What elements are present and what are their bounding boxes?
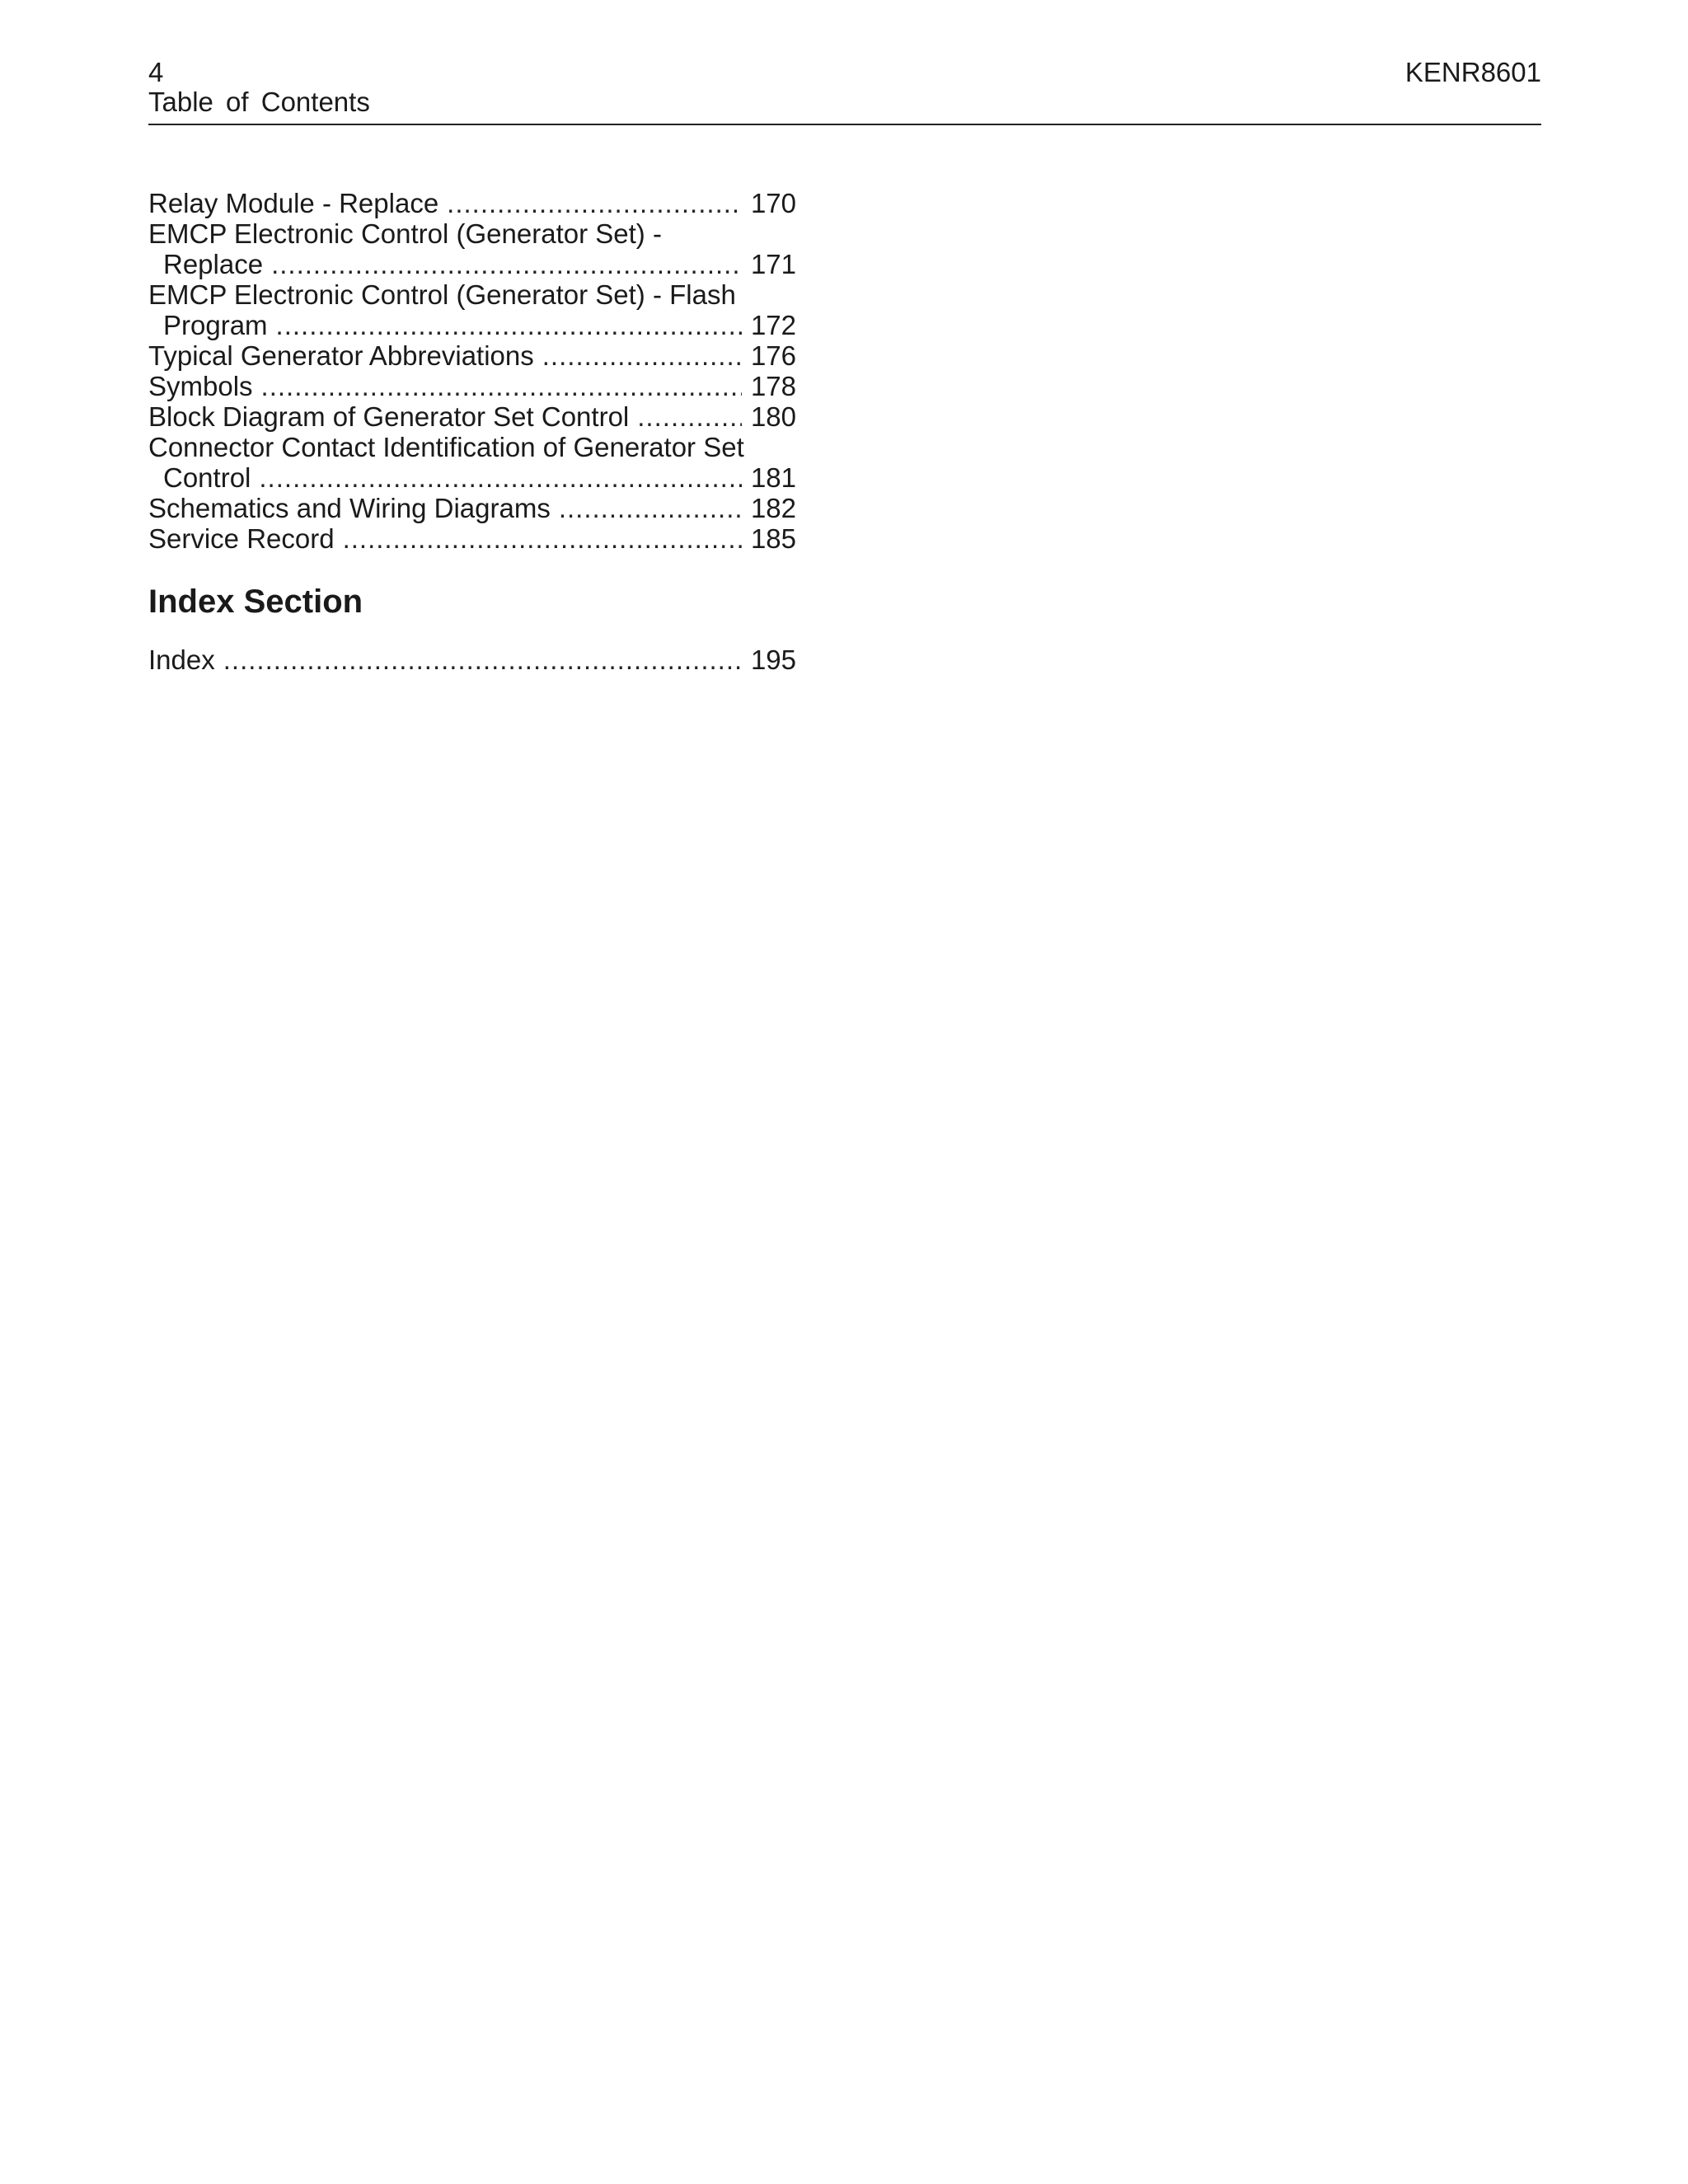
dot-leader	[276, 310, 742, 340]
toc-entry[interactable]	[148, 340, 796, 371]
toc-page-number: 180	[750, 401, 796, 432]
dot-leader	[261, 371, 742, 401]
toc-entry-title: Block Diagram of Generator Set Control	[148, 401, 630, 432]
toc-page-number: 171	[750, 249, 796, 279]
toc-page-number: 182	[750, 493, 796, 523]
toc-entry-title: EMCP Electronic Control (Generator Set) -	[148, 218, 662, 249]
toc-entry[interactable]	[148, 279, 796, 340]
toc-entry[interactable]	[148, 218, 796, 279]
toc-page-number: 185	[750, 523, 796, 554]
document-id: KENR8601	[1404, 57, 1541, 87]
dot-leader	[559, 493, 742, 523]
section-title: Table of Contents	[148, 87, 370, 117]
page-header	[148, 51, 1541, 125]
toc-entry-title-continued: Replace	[163, 249, 264, 279]
toc-entry-title: Symbols	[148, 371, 253, 401]
page-number: 4	[148, 57, 164, 87]
toc-page-number: 170	[750, 188, 796, 218]
toc-entry-title: Typical Generator Abbreviations	[148, 340, 534, 371]
toc-entry[interactable]	[148, 432, 796, 493]
toc-entry[interactable]	[148, 523, 796, 554]
toc-entry-title: Index	[148, 644, 215, 675]
dot-leader	[271, 249, 742, 279]
dot-leader	[259, 462, 742, 493]
dot-leader	[447, 188, 742, 218]
toc-entry[interactable]	[148, 644, 796, 675]
toc-entry[interactable]	[148, 401, 796, 432]
toc-entry[interactable]	[148, 371, 796, 401]
toc-page-number: 172	[750, 310, 796, 340]
toc-page-number: 176	[750, 340, 796, 371]
toc-page-number: 178	[750, 371, 796, 401]
toc-entry[interactable]	[148, 493, 796, 523]
toc-entry-title: EMCP Electronic Control (Generator Set) - Flash	[148, 279, 736, 310]
dot-leader	[223, 644, 742, 675]
dot-leader	[343, 523, 742, 554]
toc-entry-title: Service Record	[148, 523, 335, 554]
table-of-contents	[148, 188, 796, 675]
dot-leader	[542, 340, 742, 371]
toc-entry-title: Schematics and Wiring Diagrams	[148, 493, 551, 523]
toc-entry[interactable]	[148, 188, 796, 218]
toc-page-number: 195	[750, 644, 796, 675]
dot-leader	[637, 401, 742, 432]
toc-entry-title: Connector Contact Identification of Generator Set	[148, 432, 744, 462]
toc-entry-title-continued: Control	[163, 462, 251, 493]
toc-entry-title: Relay Module - Replace	[148, 188, 439, 218]
toc-entry-title-continued: Program	[163, 310, 268, 340]
toc-page-number: 181	[750, 462, 796, 493]
index-section-heading: Index Section	[148, 583, 363, 620]
